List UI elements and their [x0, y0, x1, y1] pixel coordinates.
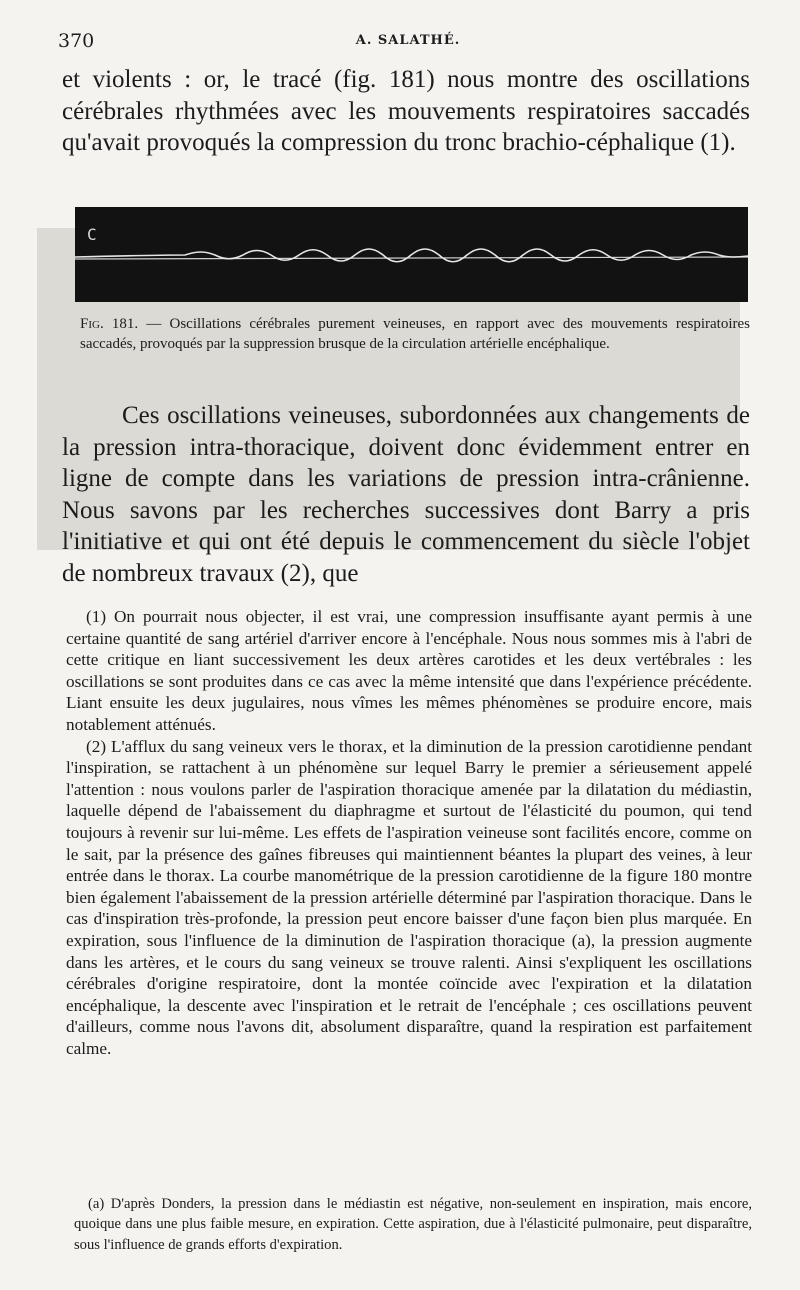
footnotes [66, 606, 752, 1059]
paragraph-1: et violents : or, le tracé (fig. 181) nous montre des oscillations cérébrales rhythmées avec les mouvements respiratoires saccadés qu'avait provoqués la compression du tronc brachio-céphalique (1). [62, 66, 750, 156]
tracing-baseline [75, 257, 748, 259]
footnote-2: (2) L'afflux du sang veineux vers le thorax, et la diminution de la pression carotidienne pendant l'inspiration, se rattachent à un phénomène sur lequel Barry le premier a sérieusement appelé l'attention : nous voulons parler de l'aspiration thoracique amenée par la dilatation du médiastin, laquelle dépend de l'abaissement du diaphragme et surtout de l'élasticité du poumon, qui tend toujours à revenir sur lui-même. Les effets de l'aspiration veineuse sont facilités encore, comme on le sait, par la présence des gaînes fibreuses qui maintiennent béantes la plupart des veines, à leur entrée dans le thorax. La courbe manométrique de la pression carotidienne de la figure 180 montre bien également l'abaissement de la pression artérielle déterminé par l'aspiration thoracique. Dans le cas d'inspiration très-profonde, la pression peut encore baisser d'une façon bien plus marquée. En expiration, sous l'influence de la diminution de l'aspiration thoracique (a), la pression augmente dans les artères, et le cours du sang veineux se trouve ralenti. Ainsi s'expliquent les oscillations cérébrales d'origine respiratoire, dont la montée coïncide avec l'expiration et la dilatation encéphalique, la descente avec l'inspiration et le retrait de l'encéphale ; ces oscillations peuvent d'ailleurs, comme nous l'avons dit, absolument disparaître, quand la respiration est parfaitement calme. [66, 736, 752, 1058]
tracing-svg [75, 207, 748, 302]
figure-caption [80, 314, 750, 354]
footnote-1: (1) On pourrait nous objecter, il est vrai, une compression insuffisante ayant permis à une certaine quantité de sang artériel d'arriver encore à l'encéphale. Nous nous sommes mis à l'abri de cette critique en liant successivement les deux artères carotides et les deux vertébrales : les oscillations se sont produites dans ce cas avec la même intensité que dans l'expérience précédente. Liant ensuite les deux jugulaires, nous vîmes les mêmes phénomènes se produire encore, mais notablement atténués. [66, 607, 752, 734]
page-number: 370 [58, 30, 95, 52]
tracing-oscillation-curve [75, 249, 748, 262]
figure-181-tracing [75, 207, 748, 302]
figure-caption-text: — Oscillations cérébrales purement veineuses, en rapport avec des mouvements respiratoires saccadés, provoqués par la suppression brusque de la circulation artérielle encéphalique. [80, 316, 751, 352]
figure-number: Fig. 181. [80, 316, 139, 332]
subnote-a [74, 1194, 752, 1255]
running-head: A. SALATHÉ. [355, 33, 461, 48]
figure-label: C [87, 225, 97, 244]
page-header [58, 30, 758, 54]
paragraph-2: Ces oscillations veineuses, subordonnées aux changements de la pression intra-thoracique, doivent donc évidemment entrer en ligne de compte dans les variations de pression intra-crânienne. Nous savons par les recherches successives dont Barry a pris l'initiative et qui ont été depuis le commencement du siècle l'objet de nombreux travaux (2), que [62, 402, 750, 587]
footnote-a: (a) D'après Donders, la pression dans le médiastin est négative, non-seulement en inspiration, mais encore, quoique dans une plus faible mesure, en expiration. Cette aspiration, due à l'élasticité pulmonaire, peut disparaître, sous l'influence de grands efforts d'expiration. [74, 1196, 752, 1253]
